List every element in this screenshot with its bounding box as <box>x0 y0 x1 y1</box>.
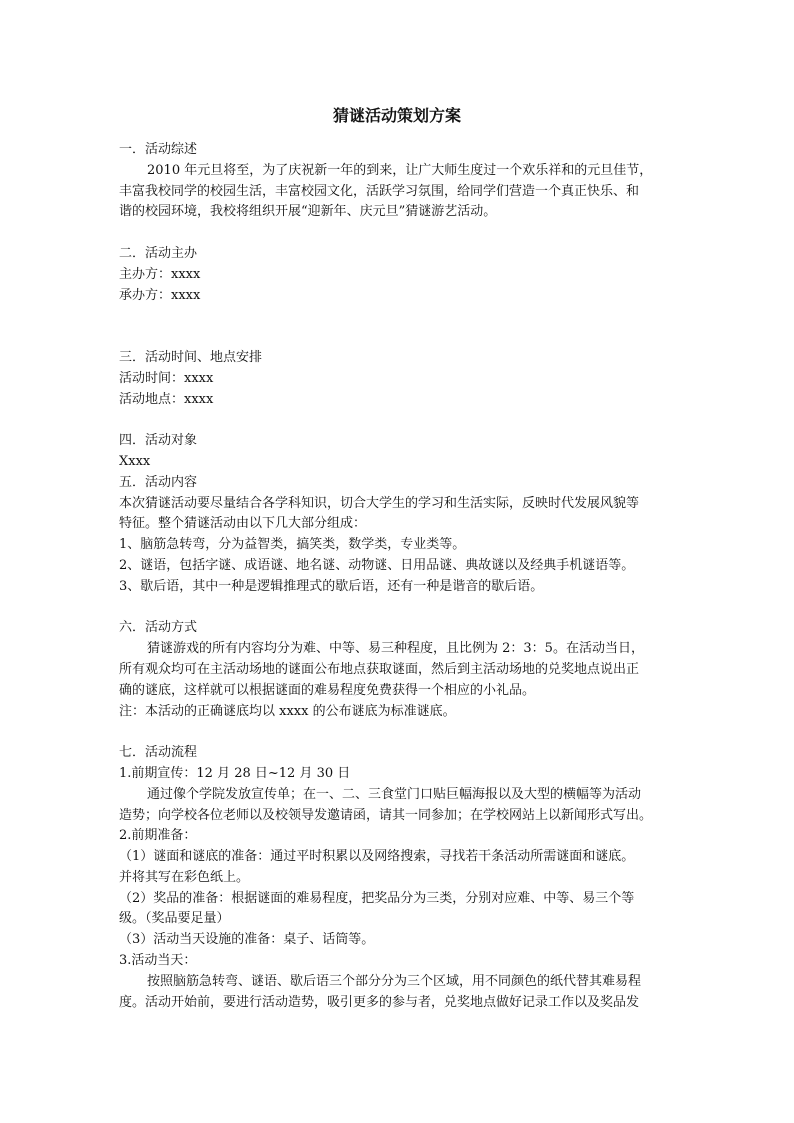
list-item: 3、歇后语，其中一种是逻辑推理式的歇后语，还有一种是谐音的歇后语。 <box>119 578 544 594</box>
paragraph-line: （3）活动当天设施的准备：桌子、话筒等。 <box>119 932 375 948</box>
section-heading-audience: 四．活动对象 <box>119 433 198 449</box>
organizer-line: 承办方：xxxx <box>119 287 201 303</box>
paragraph-line: 2010 年元旦将至，为了庆祝新一年的到来，让广大师生度过一个欢乐祥和的元旦佳节， <box>147 162 653 178</box>
paragraph-line: 造势；向学校各位老师以及校领导发邀请函，请其一同参加；在学校网站上以新闻形式写出。 <box>119 807 653 823</box>
paragraph-line: 3.活动当天： <box>119 953 197 969</box>
list-item: 2、谜语，包括字谜、成语谜、地名谜、动物谜、日用品谜、典故谜以及经典手机谜语等。 <box>119 557 635 573</box>
paragraph-line: 级。（奖品要足量） <box>119 911 230 927</box>
note-line: 注：本活动的正确谜底均以 xxxx 的公布谜底为标准谜底。 <box>119 703 456 719</box>
paragraph-line: 度。活动开始前，要进行活动造势，吸引更多的参与者，兑奖地点做好记录工作以及奖品发 <box>119 994 640 1010</box>
paragraph-line: 2.前期准备： <box>119 828 197 844</box>
list-item: 1、脑筋急转弯，分为益智类，搞笑类，数学类，专业类等。 <box>119 537 466 553</box>
paragraph-line: 通过像个学院发放宣传单；在一、二、三食堂门口贴巨幅海报以及大型的横幅等为活动 <box>147 786 642 802</box>
section-heading-content: 五．活动内容 <box>119 474 198 490</box>
section-heading-host: 二．活动主办 <box>119 245 198 261</box>
section-heading-process: 七．活动流程 <box>119 745 198 761</box>
section-heading-time-place: 三．活动时间、地点安排 <box>119 349 263 365</box>
place-line: 活动地点：xxxx <box>119 391 214 407</box>
paragraph-line: （2）奖品的准备：根据谜面的难易程度，把奖品分为三类，分别对应难、中等、易三个等 <box>119 890 635 906</box>
paragraph-line: 确的谜底，这样就可以根据谜面的难易程度免费获得一个相应的小礼品。 <box>119 682 536 698</box>
paragraph-line: （1）谜面和谜底的准备：通过平时积累以及网络搜索，寻找若干条活动所需谜面和谜底。 <box>119 849 635 865</box>
section-heading-overview: 一．活动综述 <box>119 142 198 157</box>
document-title: 猜谜活动策划方案 <box>332 106 461 125</box>
paragraph-line: 谐的校园环境，我校将组织开展“迎新年、庆元旦”猜谜游艺活动。 <box>119 204 497 220</box>
paragraph-line: 丰富我校同学的校园生活，丰富校园文化，活跃学习氛围，给同学们营造一个真正快乐、和 <box>119 183 640 199</box>
paragraph-line: 所有观众均可在主活动场地的谜面公布地点获取谜面，然后到主活动场地的兑奖地点说出正 <box>119 661 640 677</box>
host-line: 主办方：xxxx <box>119 266 201 282</box>
section-heading-method: 六．活动方式 <box>119 620 198 636</box>
paragraph-line: 1.前期宣传：12 月 28 日~12 月 30 日 <box>119 765 351 781</box>
paragraph-line: 猜谜游戏的所有内容均分为难、中等、易三种程度，且比例为 2：3：5。在活动当日， <box>147 641 644 657</box>
paragraph-line: 并将其写在彩色纸上。 <box>119 869 250 885</box>
time-line: 活动时间：xxxx <box>119 370 214 386</box>
paragraph-line: 按照脑筋急转弯、谜语、歇后语三个部分分为三个区域，用不同颜色的纸代替其难易程 <box>147 973 642 989</box>
document-body <box>119 140 679 1013</box>
paragraph-line: 特征。整个猜谜活动由以下几大部分组成： <box>119 516 367 532</box>
audience-line: Xxxx <box>119 453 151 469</box>
paragraph-line: 本次猜谜活动要尽量结合各学科知识，切合大学生的学习和生活实际，反映时代发展风貌等 <box>119 495 640 511</box>
